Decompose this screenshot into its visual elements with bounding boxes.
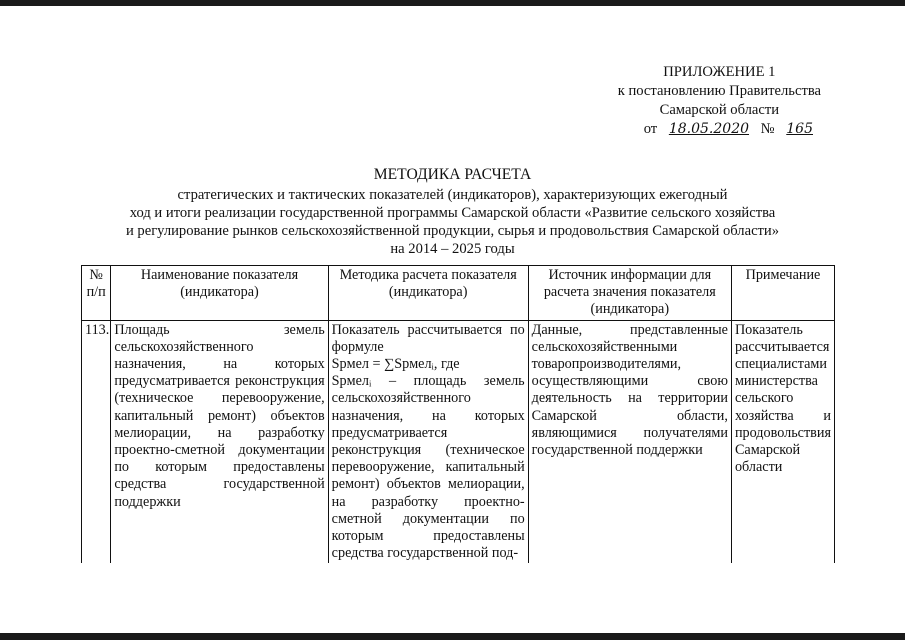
handwritten-number: 165 (786, 121, 813, 137)
appendix-title: ПРИЛОЖЕНИЕ 1 (663, 64, 776, 80)
scan-bottom-border (0, 633, 905, 640)
table-row (82, 320, 835, 563)
document-title: МЕТОДИКА РАСЧЕТА (373, 166, 532, 183)
row-number: 113. (82, 320, 111, 563)
header-note: Примечание (731, 266, 834, 321)
document-subtitle-line: и регулирование рынков сельскохозяйственной продукции, сырья и продовольствия Самарской области» (125, 223, 780, 239)
handwritten-date: 18.05.2020 (668, 121, 750, 137)
scan-top-border (0, 0, 905, 6)
header-information-source: Источник информации для расчета значения показателя (индикатора) (528, 266, 731, 321)
appendix-block (618, 63, 821, 139)
appendix-subtitle: к постановлению Правительства (617, 83, 821, 99)
method-formula: Spмел = ∑Spмелᵢ, где (331, 356, 460, 373)
table-header-row (82, 266, 835, 321)
document-subtitle-line: ход и итоги реализации государственной программы Самарской области «Развитие сельского хозяйства (129, 205, 776, 221)
appendix-region: Самарской области (659, 102, 780, 118)
methodology-table (81, 265, 835, 563)
calculation-method-cell (328, 320, 528, 563)
header-number: № п/п (82, 266, 111, 321)
method-description: Spмелᵢ – площадь земель сельскохозяйственного назначения, на которых предусматривается реконструкция (техническое перевооружение, капитальный ремонт) объектов мелиорации, на разработку проектно-сметной документации по которым предоставлены средства государственной под- (331, 373, 525, 562)
document-title-block (60, 166, 845, 258)
appendix-date-line (618, 120, 821, 139)
indicator-name-cell: Площадь земель сельскохозяйственного назначения, на которых предусматривается реконструкция (техническое перевооружение, капитальный ремонт) объектов мелиорации, на разработку проектно-сметной документации по которым предоставлены средства государственной поддержки (111, 320, 328, 563)
header-calculation-method: Методика расчета показателя (индикатора) (328, 266, 528, 321)
information-source-cell: Данные, представленные сельскохозяйственными товаропроизводителями, осуществляющими свою деятельность на территории Самарской области, являющимися получателями государственной поддержки (528, 320, 731, 563)
number-prefix: № (760, 121, 775, 137)
note-cell: Показатель рассчитывается специалистами министерства сельского хозяйства и продовольствия Самарской области (731, 320, 834, 563)
method-intro: Показатель рассчитывается по формуле (331, 321, 525, 355)
document-subtitle-line: стратегических и тактических показателей (индикаторов), характеризующих ежегодный (177, 187, 728, 203)
document-subtitle-years: на 2014 – 2025 годы (390, 241, 515, 257)
header-indicator-name: Наименование показателя (индикатора) (111, 266, 328, 321)
date-prefix: от (643, 121, 658, 137)
